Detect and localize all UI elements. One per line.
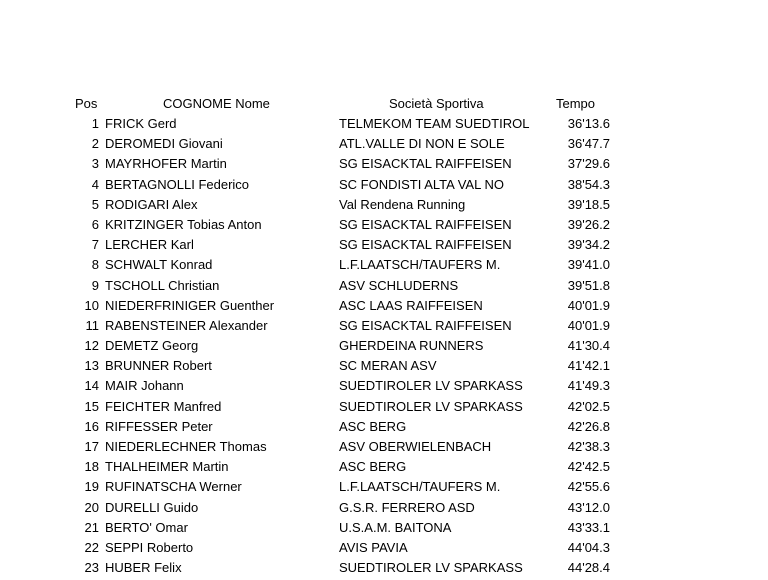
table-row — [0, 135, 768, 155]
time-cell: 39'18.5 — [567, 196, 610, 212]
name-cell: MAYRHOFER Martin — [105, 156, 227, 172]
table-row — [0, 357, 768, 377]
table-row — [0, 155, 768, 175]
club-cell: SC MERAN ASV — [339, 358, 437, 374]
time-cell: 39'34.2 — [567, 237, 610, 253]
time-cell: 42'42.5 — [567, 459, 610, 475]
table-row — [0, 377, 768, 397]
name-cell: TSCHOLL Christian — [105, 277, 220, 293]
time-cell: 41'42.1 — [567, 358, 610, 374]
header-club: Società Sportiva — [389, 96, 484, 111]
pos-cell: 3 — [91, 156, 99, 172]
pos-cell: 6 — [91, 216, 99, 232]
pos-cell: 2 — [91, 136, 99, 152]
table-row — [0, 297, 768, 317]
time-cell: 42'55.6 — [567, 479, 610, 495]
club-cell: ASC LAAS RAIFFEISEN — [339, 297, 483, 313]
time-cell: 39'41.0 — [567, 257, 610, 273]
results-table — [0, 115, 768, 579]
pos-cell: 1 — [91, 116, 99, 131]
table-row — [0, 216, 768, 236]
table-row — [0, 499, 768, 519]
name-cell: SCHWALT Konrad — [105, 257, 213, 273]
table-row — [0, 256, 768, 276]
table-row — [0, 559, 768, 579]
pos-cell: 19 — [84, 479, 99, 495]
time-cell: 42'02.5 — [567, 398, 610, 414]
table-row — [0, 317, 768, 337]
club-cell: U.S.A.M. BAITONA — [339, 519, 452, 535]
header-pos: Pos — [75, 96, 98, 111]
table-row — [0, 277, 768, 297]
name-cell: THALHEIMER Martin — [105, 459, 229, 475]
club-cell: TELMEKOM TEAM SUEDTIROL — [339, 116, 530, 131]
time-cell: 36'47.7 — [567, 136, 610, 152]
pos-cell: 10 — [84, 297, 99, 313]
pos-cell: 13 — [84, 358, 99, 374]
pos-cell: 12 — [84, 338, 99, 354]
club-cell: ATL.VALLE DI NON E SOLE — [339, 136, 505, 152]
name-cell: RIFFESSER Peter — [105, 418, 213, 434]
name-cell: BRUNNER Robert — [105, 358, 212, 374]
club-cell: AVIS PAVIA — [339, 539, 408, 555]
table-row — [0, 418, 768, 438]
pos-cell: 23 — [84, 560, 99, 576]
club-cell: SG EISACKTAL RAIFFEISEN — [339, 237, 512, 253]
pos-cell: 14 — [84, 378, 99, 394]
time-cell: 39'26.2 — [567, 216, 610, 232]
table-row — [0, 236, 768, 256]
name-cell: RODIGARI Alex — [105, 196, 198, 212]
table-row — [0, 519, 768, 539]
club-cell: G.S.R. FERRERO ASD — [339, 499, 475, 515]
time-cell: 43'33.1 — [567, 519, 610, 535]
table-row — [0, 398, 768, 418]
club-cell: L.F.LAATSCH/TAUFERS M. — [339, 257, 501, 273]
pos-cell: 5 — [91, 196, 99, 212]
name-cell: NIEDERFRINIGER Guenther — [105, 297, 275, 313]
pos-cell: 15 — [84, 398, 99, 414]
club-cell: ASC BERG — [339, 459, 407, 475]
table-row — [0, 176, 768, 196]
time-cell: 36'13.6 — [567, 116, 610, 131]
time-cell: 42'38.3 — [567, 439, 610, 454]
table-row — [0, 539, 768, 559]
club-cell: SUEDTIROLER LV SPARKASS — [339, 560, 523, 576]
name-cell: RABENSTEINER Alexander — [105, 317, 268, 333]
name-cell: DEMETZ Georg — [105, 338, 199, 354]
name-cell: DEROMEDI Giovani — [105, 136, 223, 152]
club-cell: L.F.LAATSCH/TAUFERS M. — [339, 479, 501, 495]
time-cell: 43'12.0 — [567, 499, 610, 515]
table-row — [0, 337, 768, 357]
name-cell: MAIR Johann — [105, 378, 184, 394]
name-cell: FRICK Gerd — [105, 116, 177, 131]
table-row — [0, 115, 768, 135]
pos-cell: 21 — [84, 519, 99, 535]
club-cell: ASC BERG — [339, 418, 407, 434]
club-cell: SG EISACKTAL RAIFFEISEN — [339, 317, 512, 333]
table-row — [0, 458, 768, 478]
name-cell: NIEDERLECHNER Thomas — [105, 439, 267, 454]
time-cell: 39'51.8 — [567, 277, 610, 293]
pos-cell: 11 — [85, 317, 99, 333]
club-cell: SG EISACKTAL RAIFFEISEN — [339, 216, 512, 232]
header-name: COGNOME Nome — [163, 96, 270, 111]
name-cell: RUFINATSCHA Werner — [105, 479, 242, 495]
club-cell: Val Rendena Running — [339, 196, 466, 212]
name-cell: HUBER Felix — [105, 560, 182, 576]
name-cell: LERCHER Karl — [105, 237, 194, 253]
pos-cell: 8 — [91, 257, 99, 273]
club-cell: ASV SCHLUDERNS — [339, 277, 459, 293]
time-cell: 37'29.6 — [567, 156, 610, 172]
name-cell: BERTO' Omar — [105, 519, 188, 535]
name-cell: DURELLI Guido — [105, 499, 199, 515]
header-time: Tempo — [556, 96, 596, 111]
time-cell: 40'01.9 — [567, 317, 610, 333]
club-cell: ASV OBERWIELENBACH — [339, 439, 492, 454]
pos-cell: 22 — [84, 539, 99, 555]
time-cell: 44'04.3 — [567, 539, 610, 555]
time-cell: 44'28.4 — [567, 560, 610, 576]
table-row — [0, 438, 768, 458]
club-cell: SUEDTIROLER LV SPARKASS — [339, 378, 523, 394]
name-cell: SEPPI Roberto — [105, 539, 194, 555]
table-row — [0, 478, 768, 498]
time-cell: 41'30.4 — [567, 338, 610, 354]
club-cell: SUEDTIROLER LV SPARKASS — [339, 398, 523, 414]
name-cell: FEICHTER Manfred — [105, 398, 222, 414]
club-cell: SG EISACKTAL RAIFFEISEN — [339, 156, 512, 172]
time-cell: 42'26.8 — [567, 418, 610, 434]
club-cell: GHERDEINA RUNNERS — [339, 338, 484, 354]
table-row — [0, 196, 768, 216]
time-cell: 38'54.3 — [567, 176, 610, 192]
name-cell: KRITZINGER Tobias Anton — [105, 216, 262, 232]
pos-cell: 16 — [84, 418, 99, 434]
pos-cell: 17 — [84, 439, 99, 454]
time-cell: 41'49.3 — [567, 378, 610, 394]
name-cell: BERTAGNOLLI Federico — [105, 176, 250, 192]
club-cell: SC FONDISTI ALTA VAL NO — [339, 176, 504, 192]
pos-cell: 7 — [91, 237, 99, 253]
pos-cell: 20 — [84, 499, 99, 515]
pos-cell: 9 — [91, 277, 99, 293]
time-cell: 40'01.9 — [567, 297, 610, 313]
pos-cell: 4 — [91, 176, 99, 192]
pos-cell: 18 — [84, 459, 99, 475]
